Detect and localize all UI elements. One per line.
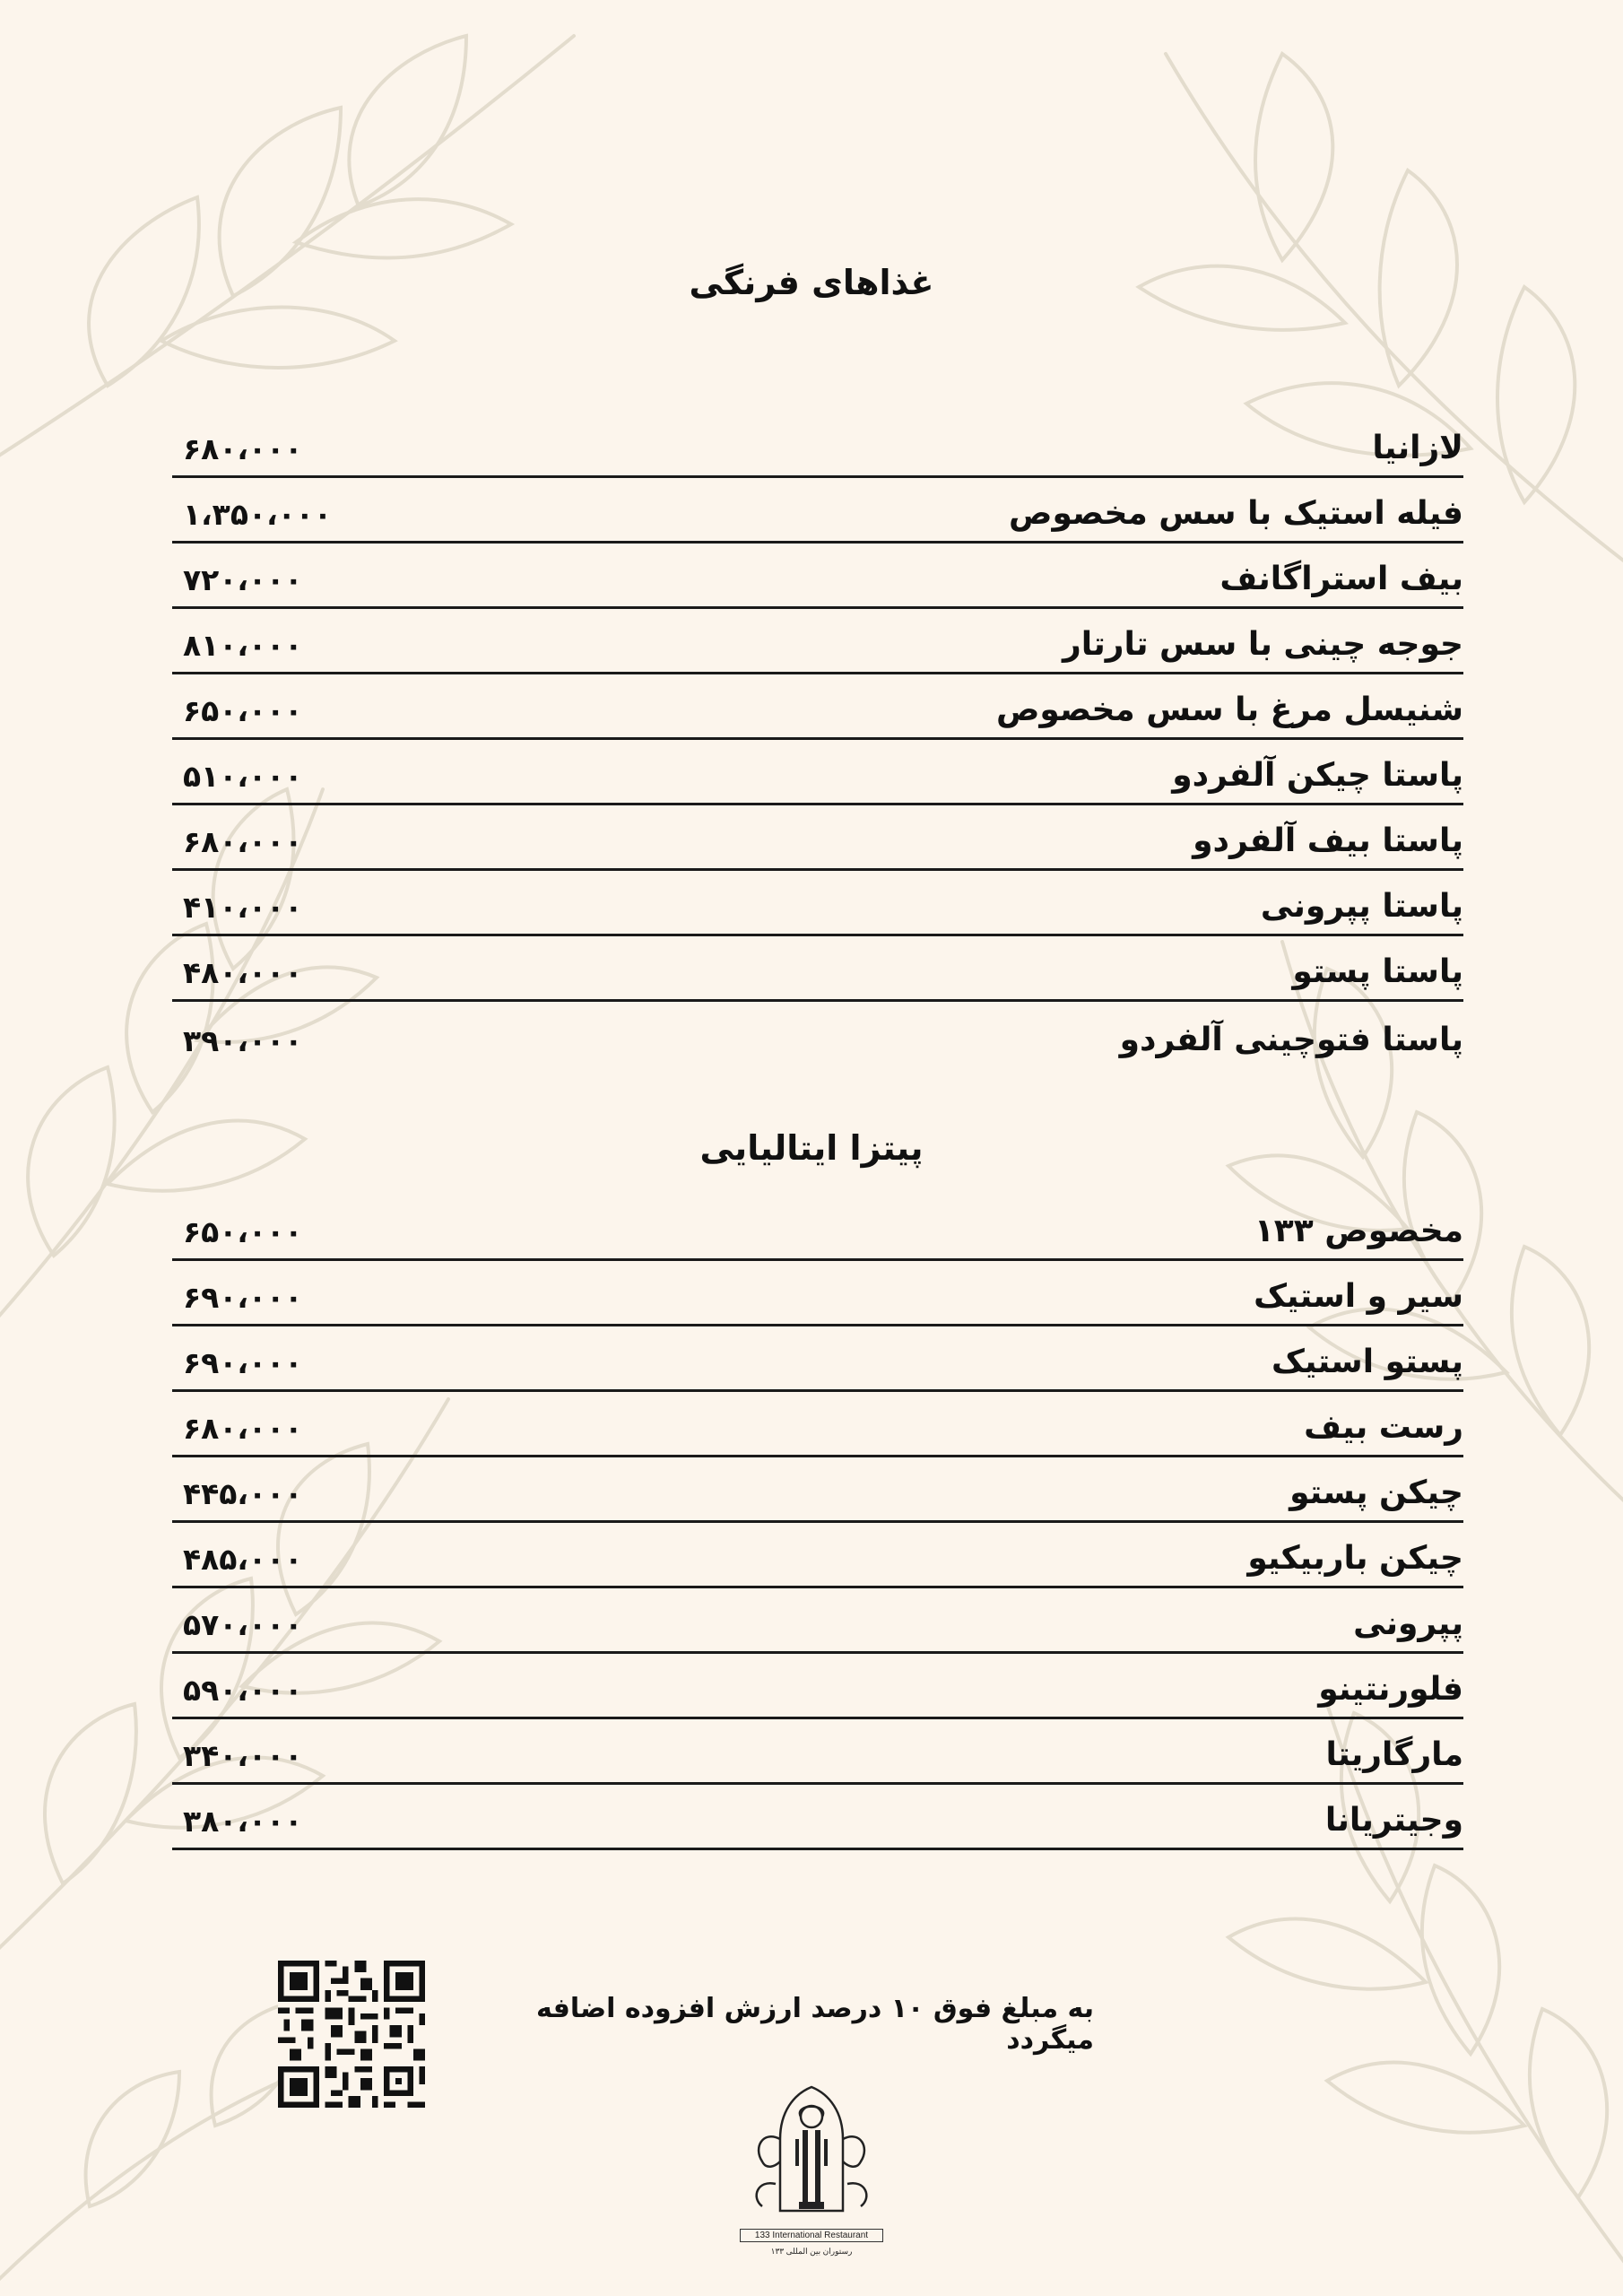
menu-item (172, 609, 1463, 674)
menu-item (172, 805, 1463, 871)
item-name: فیله استیک با سس مخصوص (1009, 495, 1463, 532)
menu-item (172, 544, 1463, 609)
menu-item (172, 1326, 1463, 1392)
item-name: پاستا چیکن آلفردو (1172, 757, 1463, 794)
vat-note: به مبلغ فوق ۱۰ درصد ارزش افزوده اضافه میگردد (536, 1993, 1094, 2056)
item-name: مارگاریتا (1325, 1736, 1463, 1773)
menu-item (172, 1392, 1463, 1457)
item-price: ۶۸۰،۰۰۰ (183, 824, 303, 859)
menu-item (172, 1523, 1463, 1588)
item-price: ۵۹۰،۰۰۰ (183, 1673, 303, 1708)
item-price: ۴۸۰،۰۰۰ (183, 955, 303, 990)
item-name: وجیتریانا (1324, 1802, 1463, 1839)
item-name: پپرونی (1353, 1605, 1463, 1642)
menu-item (172, 1457, 1463, 1523)
item-name: جوجه چینی با سس تارتار (1062, 626, 1463, 663)
item-price: ۸۱۰،۰۰۰ (183, 628, 303, 663)
item-name: لازانیا (1372, 430, 1463, 466)
item-price: ۶۵۰،۰۰۰ (183, 1214, 303, 1249)
item-name: سیر و استیک (1254, 1278, 1463, 1315)
item-name: پاستا پستو (1292, 953, 1463, 990)
item-price: ۳۴۰،۰۰۰ (183, 1738, 303, 1773)
item-name: فلورنتینو (1318, 1671, 1463, 1708)
item-name: پاستا پپرونی (1260, 888, 1463, 925)
menu-item (172, 1719, 1463, 1785)
item-price: ۷۲۰،۰۰۰ (183, 562, 303, 597)
item-name: رست بیف (1304, 1409, 1463, 1446)
menu-item (172, 674, 1463, 740)
item-price: ۴۱۰،۰۰۰ (183, 890, 303, 925)
item-name: پستو استیک (1271, 1344, 1463, 1380)
item-price: ۳۸۰،۰۰۰ (183, 1804, 303, 1839)
logo-text-en: 133 International Restaurant (740, 2229, 883, 2242)
item-price: ۶۸۰،۰۰۰ (183, 1411, 303, 1446)
item-name: چیکن باربیکیو (1247, 1540, 1463, 1577)
pizza-menu-list (172, 1196, 1463, 1850)
section-title-pizza: پیتزا ایتالیایی (699, 1128, 924, 1168)
item-price: ۶۸۰،۰۰۰ (183, 431, 303, 466)
item-name: پاستا بیف آلفردو (1193, 822, 1463, 859)
item-price: ۵۱۰،۰۰۰ (183, 759, 303, 794)
item-price: ۴۸۵،۰۰۰ (183, 1542, 303, 1577)
item-name: پاستا فتوچینی آلفردو (1119, 1022, 1463, 1058)
menu-item (172, 478, 1463, 544)
item-name: شنیسل مرغ با سس مخصوص (996, 691, 1463, 728)
menu-item (172, 740, 1463, 805)
item-price: ۶۹۰،۰۰۰ (183, 1280, 303, 1315)
menu-item (172, 1785, 1463, 1850)
menu-item (172, 1588, 1463, 1654)
item-price: ۱،۳۵۰،۰۰۰ (183, 497, 333, 532)
western-menu-list (172, 413, 1463, 1067)
item-name: مخصوص ۱۳۳ (1254, 1213, 1463, 1249)
restaurant-logo (740, 2076, 883, 2265)
menu-item (172, 1196, 1463, 1261)
section-title-western: غذاهای فرنگی (689, 263, 934, 302)
qr-code-icon[interactable] (278, 1961, 425, 2108)
item-price: ۵۷۰،۰۰۰ (183, 1607, 303, 1642)
item-price: ۶۹۰،۰۰۰ (183, 1345, 303, 1380)
menu-item (172, 871, 1463, 936)
item-name: چیکن پستو (1289, 1474, 1463, 1511)
logo-text-fa: رستوران بین المللی ۱۳۳ (770, 2247, 853, 2256)
item-price: ۴۴۵،۰۰۰ (183, 1476, 303, 1511)
menu-item (172, 413, 1463, 478)
menu-item (172, 936, 1463, 1002)
item-price: ۳۹۰،۰۰۰ (183, 1023, 303, 1058)
item-price: ۶۵۰،۰۰۰ (183, 693, 303, 728)
menu-item (172, 1654, 1463, 1719)
menu-item (172, 1261, 1463, 1326)
menu-item (172, 1002, 1463, 1067)
restaurant-emblem-icon (740, 2076, 883, 2229)
item-name: بیف استراگانف (1219, 561, 1463, 597)
